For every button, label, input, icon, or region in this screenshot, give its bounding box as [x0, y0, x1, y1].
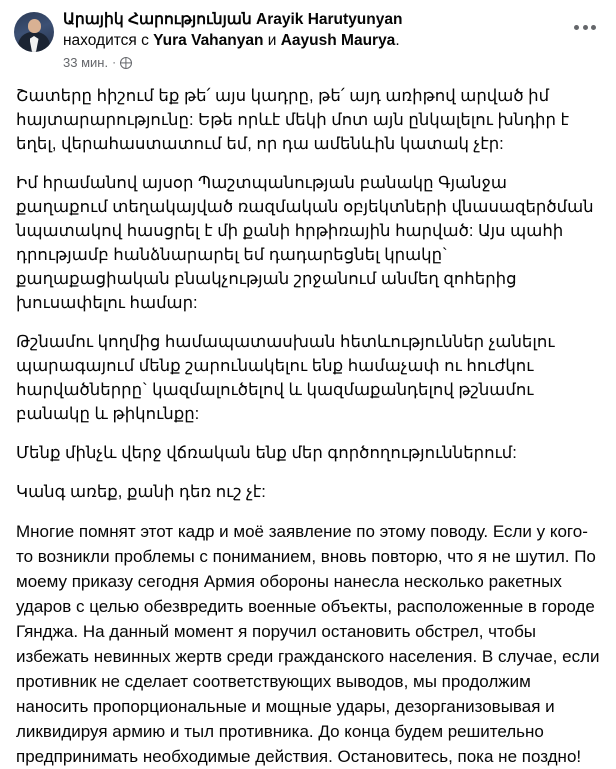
tagged-person-2[interactable]: Aayush Maurya [280, 32, 396, 49]
with-prefix: находится с [63, 32, 154, 49]
post-paragraph-1: Շատերը հիշում եք թե՛ այս կադրը, թե՛ այդ առիթով արված իմ հայտարարությունը: Եթե որևէ մեկի մոտ այն ընկալելու խնդիր է եղել, վերահաստատում եմ, որ դա ամենևին կատակ չէր: [16, 87, 570, 153]
menu-dot [574, 25, 579, 30]
post-body [14, 84, 602, 769]
menu-dot [583, 25, 588, 30]
with-suffix: . [395, 32, 400, 49]
meta-separator: · [112, 55, 117, 69]
avatar-face [28, 19, 41, 33]
author-line [63, 10, 568, 30]
globe-icon[interactable] [120, 57, 132, 69]
tagged-person-1[interactable]: Yura Vahanyan [153, 32, 264, 49]
with-friends-line [63, 31, 568, 51]
post-header [14, 10, 602, 71]
post-timestamp[interactable]: 33 мин. [63, 55, 109, 70]
post-paragraph-2: Իմ հրամանով այսօր Պաշտպանության բանակը Գյանջա քաղաքում տեղակայված ռազմական օբյեկտների վնասազերծման նպատակով հասցրել է մի քանի հրթիռային հարված: Այս պահի դրությամբ հանձնարարել եմ դադարեցնել կրակը` քաղաքացիական բնակչության շրջանում անմեղ զոհերից խուսափելու համար: [16, 174, 594, 312]
with-conjunction: и [263, 32, 281, 49]
post-paragraph-russian: Многие помнят этот кадр и моё заявление по этому поводу. Если у кого-то возникли проблемы с пониманием, вновь повторю, что я не шутил. По моему приказу сегодня Армия обороны нанесла несколько ракетных ударов с целью обезвредить военные объекты, расположенные в городе Гянджа. На данный момент я поручил остановить обстрел, чтобы избежать невинных жертв среди гражданского населения. В случае, если противник не сделает соответствующих выводов, мы продолжим наносить пропорциональные и мощные удары, дезорганизовывая и ликвидируя армию и тыл противника. До конца будем решительно предпринимать необходимые действия. Остановитесь, пока не поздно! [16, 522, 600, 766]
post-paragraph-3: Թշնամու կողմից համապատասխան հետևություններ չանելու պարագայում մենք շարունակելու ենք համաչափ ու հուժկու հարվածներրը` կազմալուծելով և կազմաքանդելով թշնամու բանակը և թիկունքը: [16, 333, 555, 423]
post-meta [63, 54, 568, 71]
post-header-text [63, 10, 602, 71]
menu-dot [591, 25, 596, 30]
more-options-icon[interactable] [568, 16, 602, 38]
post-paragraph-4: Մենք մինչև վերջ վճռական ենք մեր գործողություններում: [16, 444, 517, 462]
avatar[interactable] [14, 12, 54, 52]
author-name-latin[interactable]: Arayik Harutyunyan [256, 11, 403, 28]
post-paragraph-5: Կանգ առեք, քանի դեռ ուշ չէ: [16, 483, 266, 501]
author-name-native[interactable]: Արայիկ Հարությունյան [63, 11, 252, 28]
